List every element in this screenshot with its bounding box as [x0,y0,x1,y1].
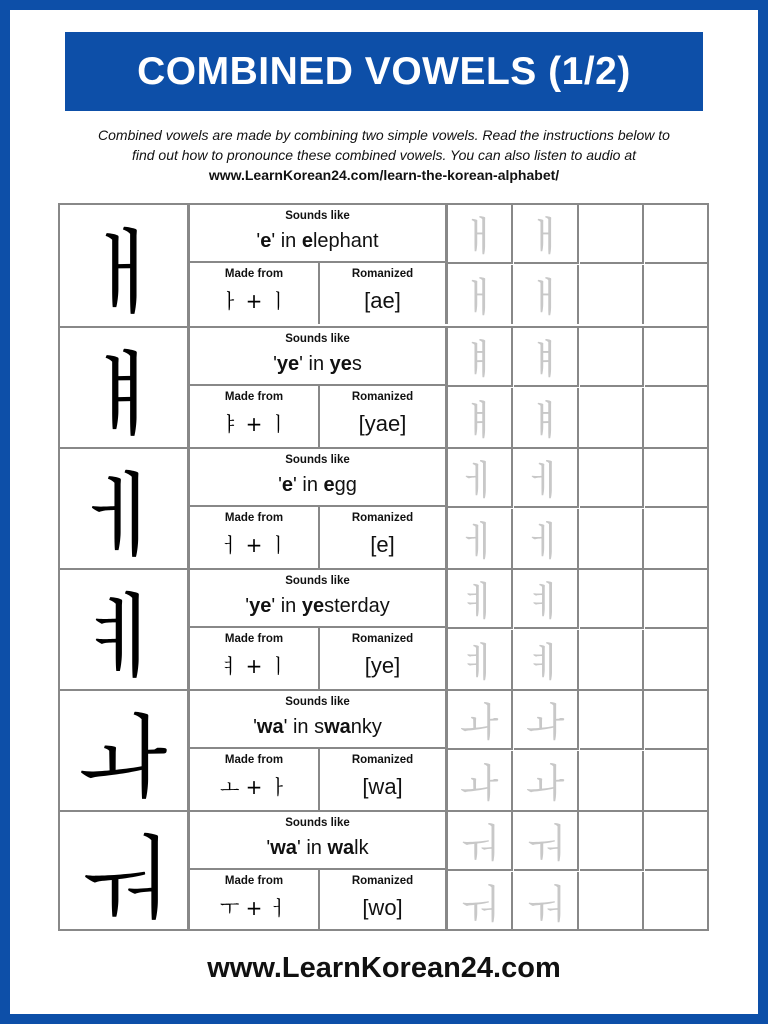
romanized-value: [ae] [364,288,401,313]
trace-practice-box: ㅘ [448,751,513,810]
page-title: COMBINED VOWELS (1/2) [65,32,703,111]
blank-practice-box [580,812,644,871]
blank-practice-box [580,509,644,568]
vowel-row [60,568,707,689]
blank-practice-box [645,509,707,568]
blank-practice-box [645,388,707,447]
intro-url[interactable]: www.LearnKorean24.com/learn-the-korean-alphabet/ [208,167,560,183]
romanized-cell [320,628,448,689]
trace-practice-box: ㅐ [514,265,579,324]
trace-practice-box: ㅔ [448,449,513,508]
trace-practice-box: ㅐ [448,265,513,324]
vowel-character: ㅘ [60,691,190,810]
sounds-like-value: 'e' in egg [278,474,357,496]
trace-practice-box: ㅐ [448,205,513,264]
romanized-value: [ye] [364,653,401,678]
blank-practice-box [645,630,707,689]
blank-practice-box [580,570,644,629]
trace-practice-box: ㅒ [514,328,579,387]
sounds-like-label: Sounds like [285,333,350,345]
made-from-value: ㅜ + ㅓ [219,896,289,920]
trace-practice-box: ㅘ [448,691,513,750]
vowel-row [60,447,707,568]
trace-practice-box: ㅔ [448,509,513,568]
romanized-label: Romanized [351,391,414,403]
blank-practice-box [580,388,644,447]
sounds-like-value: 'ye' in yesterday [245,595,390,617]
blank-practice-box [580,265,644,324]
blank-practice-box [580,751,644,810]
sounds-like-cell [190,449,448,507]
intro-line-2: find out how to pronounce these combined vowels. You can also listen to audio at [131,147,637,163]
romanized-cell [320,507,448,568]
made-from-cell [190,749,320,810]
trace-practice-box: ㅖ [448,570,513,629]
made-from-cell [190,386,320,447]
romanized-value: [yae] [358,411,407,436]
made-from-value: ㅏ + ㅣ [219,289,289,313]
blank-practice-box [580,205,644,264]
sounds-like-value: 'wa' in walk [266,837,369,859]
trace-practice-box: ㅝ [514,812,579,871]
made-from-value: ㅕ + ㅣ [219,654,289,678]
made-from-cell [190,507,320,568]
trace-practice-box: ㅝ [448,872,513,931]
blank-practice-box [580,872,644,931]
romanized-cell [320,870,448,931]
romanized-cell [320,749,448,810]
made-from-label: Made from [224,512,284,524]
romanized-value: [wo] [362,895,403,920]
blank-practice-box [580,328,644,387]
blank-practice-box [580,630,644,689]
footer-url[interactable]: www.LearnKorean24.com [207,952,561,984]
vowel-row [60,810,707,931]
vowel-character: ㅖ [60,570,190,689]
vowel-character: ㅒ [60,328,190,447]
trace-practice-box: ㅝ [514,872,579,931]
trace-practice-box: ㅔ [514,509,579,568]
trace-practice-box: ㅖ [514,630,579,689]
trace-practice-box: ㅖ [448,630,513,689]
trace-practice-box: ㅝ [448,812,513,871]
romanized-cell [320,263,448,324]
trace-practice-box: ㅘ [514,691,579,750]
vowel-row [60,326,707,447]
romanized-value: [wa] [362,774,403,799]
blank-practice-box [645,265,707,324]
vowel-character: ㅔ [60,449,190,568]
sounds-like-label: Sounds like [285,817,350,829]
romanized-value: [e] [370,532,395,557]
made-from-label: Made from [224,875,284,887]
romanized-label: Romanized [351,754,414,766]
vowel-character: ㅝ [60,812,190,931]
intro-text [40,125,728,185]
sounds-like-cell [190,328,448,386]
blank-practice-box [580,691,644,750]
sounds-like-value: 'e' in elephant [256,230,379,252]
romanized-label: Romanized [351,268,414,280]
trace-practice-box: ㅐ [514,205,579,264]
blank-practice-box [645,328,707,387]
vowel-row [60,205,707,326]
sounds-like-label: Sounds like [285,210,350,222]
trace-practice-box: ㅒ [448,388,513,447]
vowel-character: ㅐ [60,205,190,326]
intro-line-1: Combined vowels are made by combining two simple vowels. Read the instructions below to [98,127,670,143]
trace-practice-box: ㅘ [514,751,579,810]
blank-practice-box [645,205,707,264]
romanized-label: Romanized [351,875,414,887]
blank-practice-box [645,812,707,871]
romanized-cell [320,386,448,447]
vowel-row [60,689,707,810]
sounds-like-value: 'ye' in yes [273,353,362,375]
sounds-like-cell [190,570,448,628]
sounds-like-cell [190,812,448,870]
sounds-like-label: Sounds like [285,454,350,466]
made-from-value: ㅑ + ㅣ [219,412,289,436]
sounds-like-cell [190,205,448,263]
sounds-like-value: 'wa' in swanky [253,716,382,738]
blank-practice-box [645,570,707,629]
romanized-label: Romanized [351,633,414,645]
made-from-cell [190,870,320,931]
blank-practice-box [580,449,644,508]
sounds-like-label: Sounds like [285,696,350,708]
trace-practice-box: ㅒ [448,328,513,387]
blank-practice-box [645,751,707,810]
made-from-label: Made from [224,268,284,280]
made-from-value: ㅓ + ㅣ [219,533,289,557]
made-from-label: Made from [224,391,284,403]
blank-practice-box [645,449,707,508]
blank-practice-box [645,872,707,931]
sounds-like-cell [190,691,448,749]
trace-practice-box: ㅖ [514,570,579,629]
romanized-label: Romanized [351,512,414,524]
vowel-practice-grid [58,203,709,931]
made-from-label: Made from [224,754,284,766]
sounds-like-label: Sounds like [285,575,350,587]
trace-practice-box: ㅒ [514,388,579,447]
made-from-cell [190,628,320,689]
made-from-value: ㅗ + ㅏ [219,775,289,799]
trace-practice-box: ㅔ [514,449,579,508]
made-from-label: Made from [224,633,284,645]
made-from-cell [190,263,320,324]
blank-practice-box [645,691,707,750]
